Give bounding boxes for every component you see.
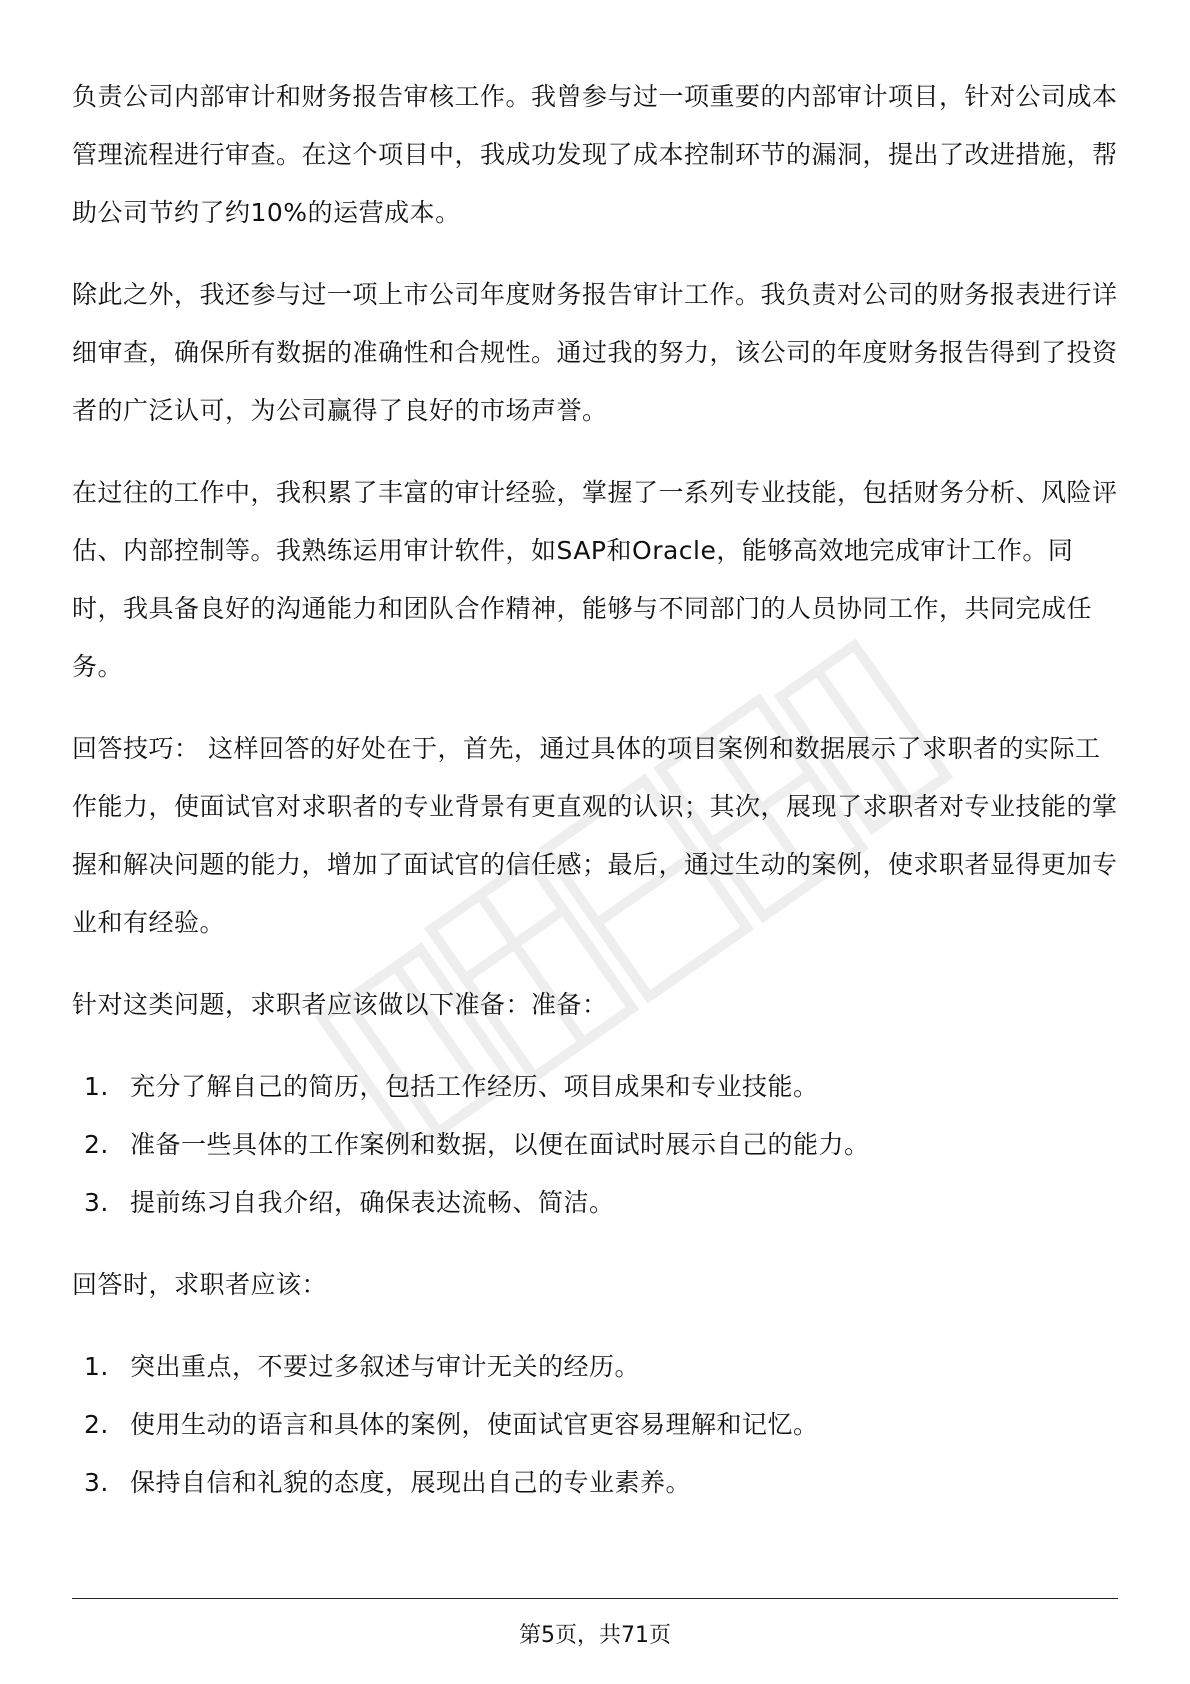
paragraph-annual-report-audit: 除此之外，我还参与过一项上市公司年度财务报告审计工作。我负责对公司的财务报表进行详细审查，确保所有数据的准确性和合规性。通过我的努力，该公司的年度财务报告得到了投资者的广泛认可，为公司赢得了良好的市场声誉。 bbox=[72, 280, 1118, 425]
list-item-text: 充分了解自己的简历，包括工作经历、项目成果和专业技能。 bbox=[130, 1072, 819, 1101]
list-item bbox=[72, 1454, 1118, 1512]
preparation-list bbox=[72, 1058, 1118, 1232]
list-item-number: 2. bbox=[84, 1130, 109, 1159]
document-body bbox=[72, 68, 1118, 1536]
paragraph-internal-audit: 负责公司内部审计和财务报告审核工作。我曾参与过一项重要的内部审计项目，针对公司成本管理流程进行审查。在这个项目中，我成功发现了成本控制环节的漏洞，提出了改进措施，帮助公司节约了约10%的运营成本。 bbox=[72, 82, 1118, 227]
list-item-text: 使用生动的语言和具体的案例，使面试官更容易理解和记忆。 bbox=[130, 1410, 819, 1439]
list-item-text: 准备一些具体的工作案例和数据，以便在面试时展示自己的能力。 bbox=[130, 1130, 870, 1159]
list-item bbox=[72, 1058, 1118, 1116]
list-item-text: 突出重点，不要过多叙述与审计无关的经历。 bbox=[130, 1352, 641, 1381]
list-item-number: 1. bbox=[84, 1352, 109, 1381]
list-item bbox=[72, 1396, 1118, 1454]
list-item-text: 保持自信和礼貌的态度，展现出自己的专业素养。 bbox=[130, 1468, 692, 1497]
list-item bbox=[72, 1174, 1118, 1232]
list-item-text: 提前练习自我介绍，确保表达流畅、简洁。 bbox=[130, 1188, 615, 1217]
page-number: 第5页，共71页 bbox=[519, 1623, 671, 1648]
list-item bbox=[72, 1116, 1118, 1174]
list-item-number: 3. bbox=[84, 1188, 109, 1217]
footer-divider bbox=[72, 1598, 1118, 1599]
list-item-number: 1. bbox=[84, 1072, 109, 1101]
list-item bbox=[72, 1338, 1118, 1396]
list-item-number: 2. bbox=[84, 1410, 109, 1439]
answer-list bbox=[72, 1338, 1118, 1512]
list-item-number: 3. bbox=[84, 1468, 109, 1497]
paragraph-preparation-intro: 针对这类问题，求职者应该做以下准备：准备： bbox=[72, 990, 608, 1019]
paragraph-answer-intro: 回答时，求职者应该： bbox=[72, 1270, 328, 1299]
paragraph-answer-tips: 回答技巧： 这样回答的好处在于，首先，通过具体的项目案例和数据展示了求职者的实际工作能力，使面试官对求职者的专业背景有更直观的认识；其次，展现了求职者对专业技能的掌握和解决问题的能力，增加了面试官的信任感；最后，通过生动的案例，使求职者显得更加专业和有经验。 bbox=[72, 734, 1118, 937]
paragraph-experience-skills: 在过往的工作中，我积累了丰富的审计经验，掌握了一系列专业技能，包括财务分析、风险评估、内部控制等。我熟练运用审计软件，如SAP和Oracle，能够高效地完成审计工作。同时，我具备良好的沟通能力和团队合作精神，能够与不同部门的人员协同工作，共同完成任务。 bbox=[72, 478, 1118, 681]
